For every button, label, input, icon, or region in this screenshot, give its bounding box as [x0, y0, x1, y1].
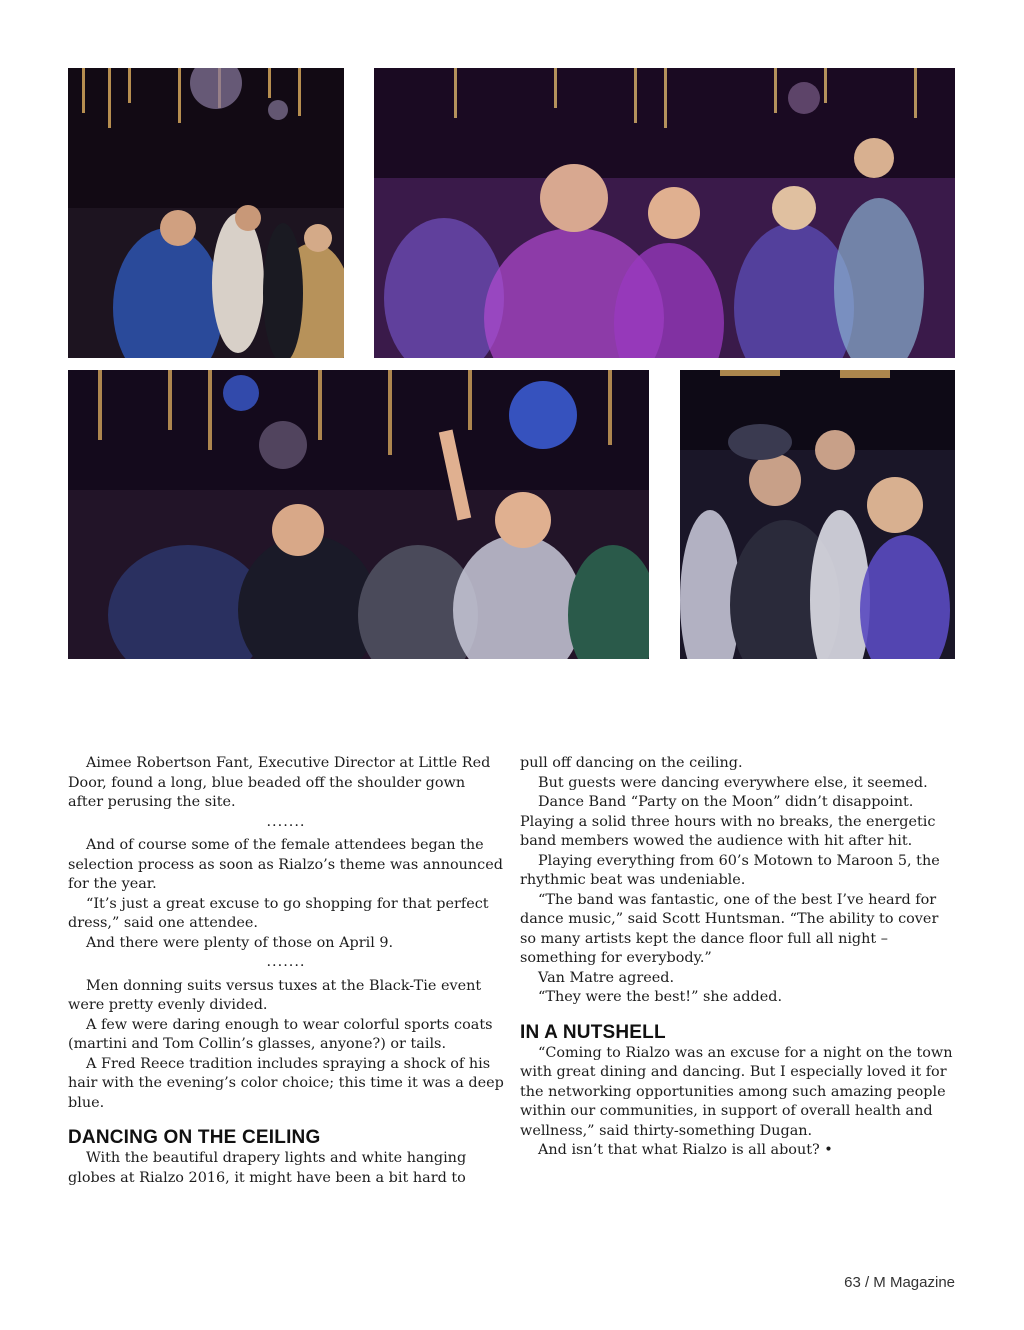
body-paragraph: And there were plenty of those on April 9.: [86, 934, 394, 951]
body-paragraph: Men donning suits versus tuxes at the Black-Tie event were pretty evenly divided.: [68, 977, 482, 1013]
body-paragraph: Van Matre agreed.: [538, 969, 675, 986]
section-separator: .......: [266, 813, 306, 830]
body-paragraph: Playing everything from 60’s Motown to Maroon 5, the rhythmic beat was undeniable.: [520, 852, 940, 888]
body-paragraph: A Fred Reece tradition includes spraying a shock of his hair with the evening’s color choice; this time it was a deep blue.: [68, 1055, 504, 1111]
body-paragraph: Dance Band “Party on the Moon” didn’t disappoint. Playing a solid three hours with no breaks, the energetic band members wowed the audience with hit after hit.: [520, 794, 936, 849]
body-paragraph: pull off dancing on the ceiling.: [520, 755, 743, 771]
party-photo-dancing-crowd: [374, 68, 955, 358]
section-heading: IN A NUTSHELL: [520, 1021, 666, 1043]
body-paragraph: Aimee Robertson Fant, Executive Director at Little Red Door, found a long, blue beaded off the shoulder gown after perusing the site.: [68, 755, 491, 810]
body-paragraph: “The band was fantastic, one of the best I’ve heard for dance music,” said Scott Huntsman. “The ability to cover so many artists kept the dance floor full all night – something for everybody.”: [520, 891, 939, 966]
body-paragraph: But guests were dancing everywhere else, it seemed.: [538, 774, 928, 791]
party-photo-raised-arms: [68, 370, 649, 659]
body-paragraph: “Coming to Rialzo was an excuse for a night on the town with great dining and dancing. But I especially loved it for the networking opportunities among such amazing people within our communities, in support of overall health and wellness,” said thirty-something Dugan.: [520, 1044, 953, 1139]
article-column-left: [68, 754, 504, 1188]
body-paragraph: And of course some of the female attendees began the selection process as soon as Rialzo’s theme was announced for the year.: [68, 837, 503, 892]
section-heading: DANCING ON THE CEILING: [68, 1127, 321, 1148]
body-paragraph: With the beautiful drapery lights and white hanging globes at Rialzo 2016, it might have been a bit hard to: [68, 1150, 467, 1186]
body-paragraph: “It’s just a great excuse to go shopping for that perfect dress,” said one attendee.: [68, 895, 489, 931]
party-photo-man-in-hat: [680, 370, 955, 659]
party-photo-woman-in-blue: [68, 68, 344, 358]
section-separator: .......: [266, 954, 306, 970]
page-folio: 63 / M Magazine: [844, 1274, 955, 1291]
article-column-right: [520, 754, 956, 1161]
body-paragraph: And isn’t that what Rialzo is all about? •: [538, 1142, 833, 1158]
body-paragraph: A few were daring enough to wear colorful sports coats (martini and Tom Collin’s glasses, anyone?) or tails.: [68, 1016, 493, 1052]
body-paragraph: “They were the best!” she added.: [538, 989, 783, 1005]
